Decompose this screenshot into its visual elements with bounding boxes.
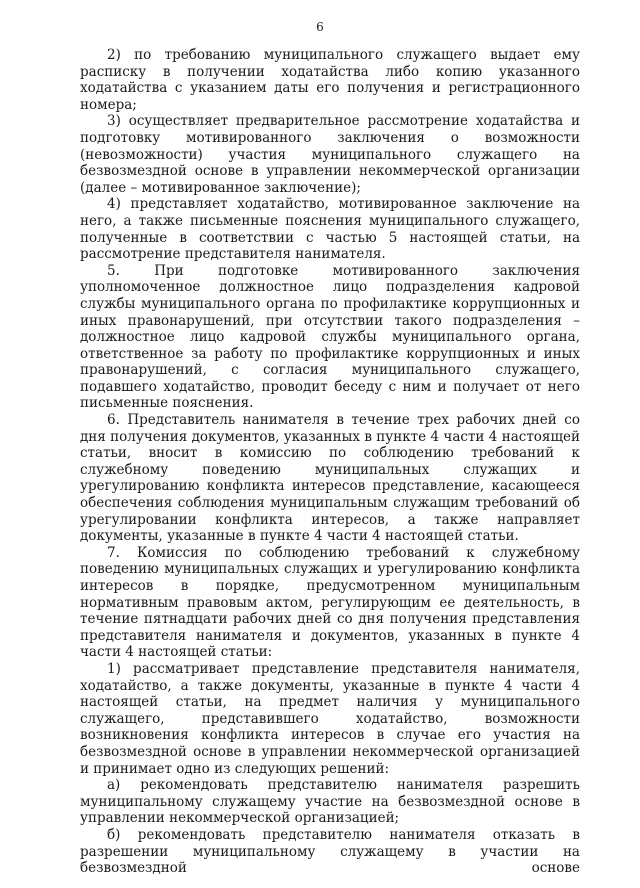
paragraph-item-3: 3) осуществляет предварительное рассмотрение ходатайства и подготовку мотивированного заключения о возможности (невозможности) участия муниципального служащего на безвозмездной основе в управлении некоммерческой организации (далее – мотивированное заключение);: [80, 113, 580, 196]
paragraph-subitem-a: а) рекомендовать представителю нанимателя разрешить муниципальному служащему участие на безвозмездной основе в управлении некоммерческой организацией;: [80, 777, 580, 827]
paragraph-section-7-item-1: 1) рассматривает представление представителя нанимателя, ходатайство, а также документы, указанные в пункте 4 части 4 настоящей статьи, на предмет наличия у муниципального служащего, представившего ходатайство, возможности возникновения конфликта интересов в случае его участия на безвозмездной основе в управлении некоммерческой организацией и принимает одно из следующих решений:: [80, 660, 580, 777]
document-body: [80, 47, 580, 877]
paragraph-item-2: 2) по требованию муниципального служащего выдает ему расписку в получении ходатайства либо копию указанного ходатайства с указанием даты его получения и регистрационного номера;: [80, 47, 580, 113]
page-number: 6: [316, 20, 324, 34]
paragraph-subitem-b: б) рекомендовать представителю нанимателя отказать в разрешении муниципальному служащему в участии на безвозмездной основе: [80, 826, 580, 877]
paragraph-section-7: 7. Комиссия по соблюдению требований к служебному поведению муниципальных служащих и урегулированию конфликта интересов в порядке, предусмотренном муниципальным нормативным правовым актом, регулирующим ее деятельность, в течение пятнадцати рабочих дней со дня получения представления представителя нанимателя и документов, указанных в пункте 4 части 4 настоящей статьи:: [80, 544, 580, 661]
paragraph-item-4: 4) представляет ходатайство, мотивированное заключение на него, а также письменные пояснения муниципального служащего, полученные в соответствии с частью 5 настоящей статьи, на рассмотрение представителя нанимателя.: [80, 196, 580, 263]
paragraph-section-6: 6. Представитель нанимателя в течение трех рабочих дней со дня получения документов, указанных в пункте 4 части 4 настоящей статьи, вносит в комиссию по соблюдению требований к служебному поведению муниципальных служащих и урегулированию конфликта интересов представление, касающееся обеспечения соблюдения муниципальным служащим требований об урегулировании конфликта интересов, а также направляет документы, указанные в пункте 4 части 4 настоящей статьи.: [80, 412, 580, 545]
paragraph-section-5: 5. При подготовке мотивированного заключения уполномоченное должностное лицо подразделения кадровой службы муниципального органа по профилактике коррупционных и иных правонарушений, при отсутствии такого подразделения – должностное лицо кадровой службы муниципального органа, ответственное за работу по профилактике коррупционных и иных правонарушений, с согласия муниципального служащего, подавшего ходатайство, проводит беседу с ним и получает от него письменные пояснения.: [80, 262, 580, 412]
